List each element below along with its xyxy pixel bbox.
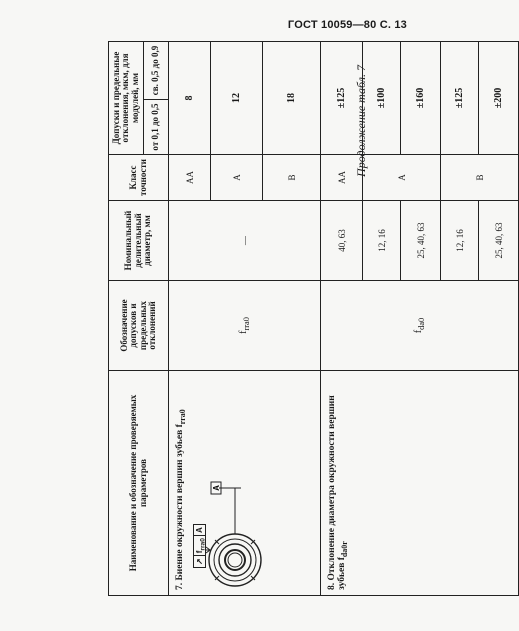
diameter-cell: 12, 16	[441, 201, 479, 281]
accuracy-cell: В	[441, 155, 519, 201]
value-cell: 18	[263, 42, 321, 155]
value-cell: 8	[169, 42, 211, 155]
col-header-accuracy: Класс точности	[109, 155, 169, 201]
accuracy-cell: А	[211, 155, 263, 201]
diameter-cell: 25, 40, 63	[401, 201, 441, 281]
accuracy-cell: А	[363, 155, 441, 201]
tolerance-table	[108, 41, 519, 596]
table-row	[321, 42, 363, 596]
diameter-cell: 40, 63	[321, 201, 363, 281]
accuracy-cell: В	[263, 155, 321, 201]
diameter-cell: 25, 40, 63	[479, 201, 519, 281]
col-header-module-2: св. 0,5 до 0,9	[144, 42, 169, 100]
section-7-name: 7. Биение окружности вершин зубьев $f_{rra0}$ A ↗ $f_{rra0}$ A	[169, 371, 321, 596]
value-cell: ±125	[441, 42, 479, 155]
runout-drawing	[191, 450, 271, 590]
section-7-diameter: —	[169, 201, 321, 281]
continuation-title: Продолжение табл. 7	[354, 65, 368, 177]
section-8-name: 8. Отклонение диаметра окружности вершин зубьев $f_{da0r}$	[321, 371, 519, 596]
accuracy-cell: АА	[321, 155, 363, 201]
tolerance-frame: ↗ $f_{rra0}$ A	[193, 524, 206, 568]
runout-arrow-icon: ↗	[194, 555, 205, 567]
frame-datum: A	[194, 527, 204, 534]
gear-runout-diagram	[191, 450, 271, 590]
section-7-designation: $f_{rra0}$	[169, 281, 321, 371]
col-header-diameter: Номинальный делительный диаметр, мм	[109, 201, 169, 281]
col-header-tolerance: Допуски и предельные отклонения, мкм, для модулей, мм	[109, 42, 144, 155]
datum-label: A	[211, 485, 221, 491]
col-header-designation: Обозначение допусков и предельных отклонений	[109, 281, 169, 371]
value-cell: ±100	[363, 42, 401, 155]
section-8-designation: $f_{da0}$	[321, 281, 519, 371]
col-header-module-1: от 0,1 до 0,5	[144, 100, 169, 155]
accuracy-cell: АА	[169, 155, 211, 201]
page-header: ГОСТ 10059—80 С. 13	[287, 19, 407, 31]
value-cell: ±200	[479, 42, 519, 155]
col-header-name: Наименование и обозначение проверяемых параметров	[109, 371, 169, 596]
diameter-cell: 12, 16	[363, 201, 401, 281]
value-cell: 12	[211, 42, 263, 155]
table-row	[169, 42, 211, 596]
value-cell: ±160	[401, 42, 441, 155]
value-cell: ±125	[321, 42, 363, 155]
